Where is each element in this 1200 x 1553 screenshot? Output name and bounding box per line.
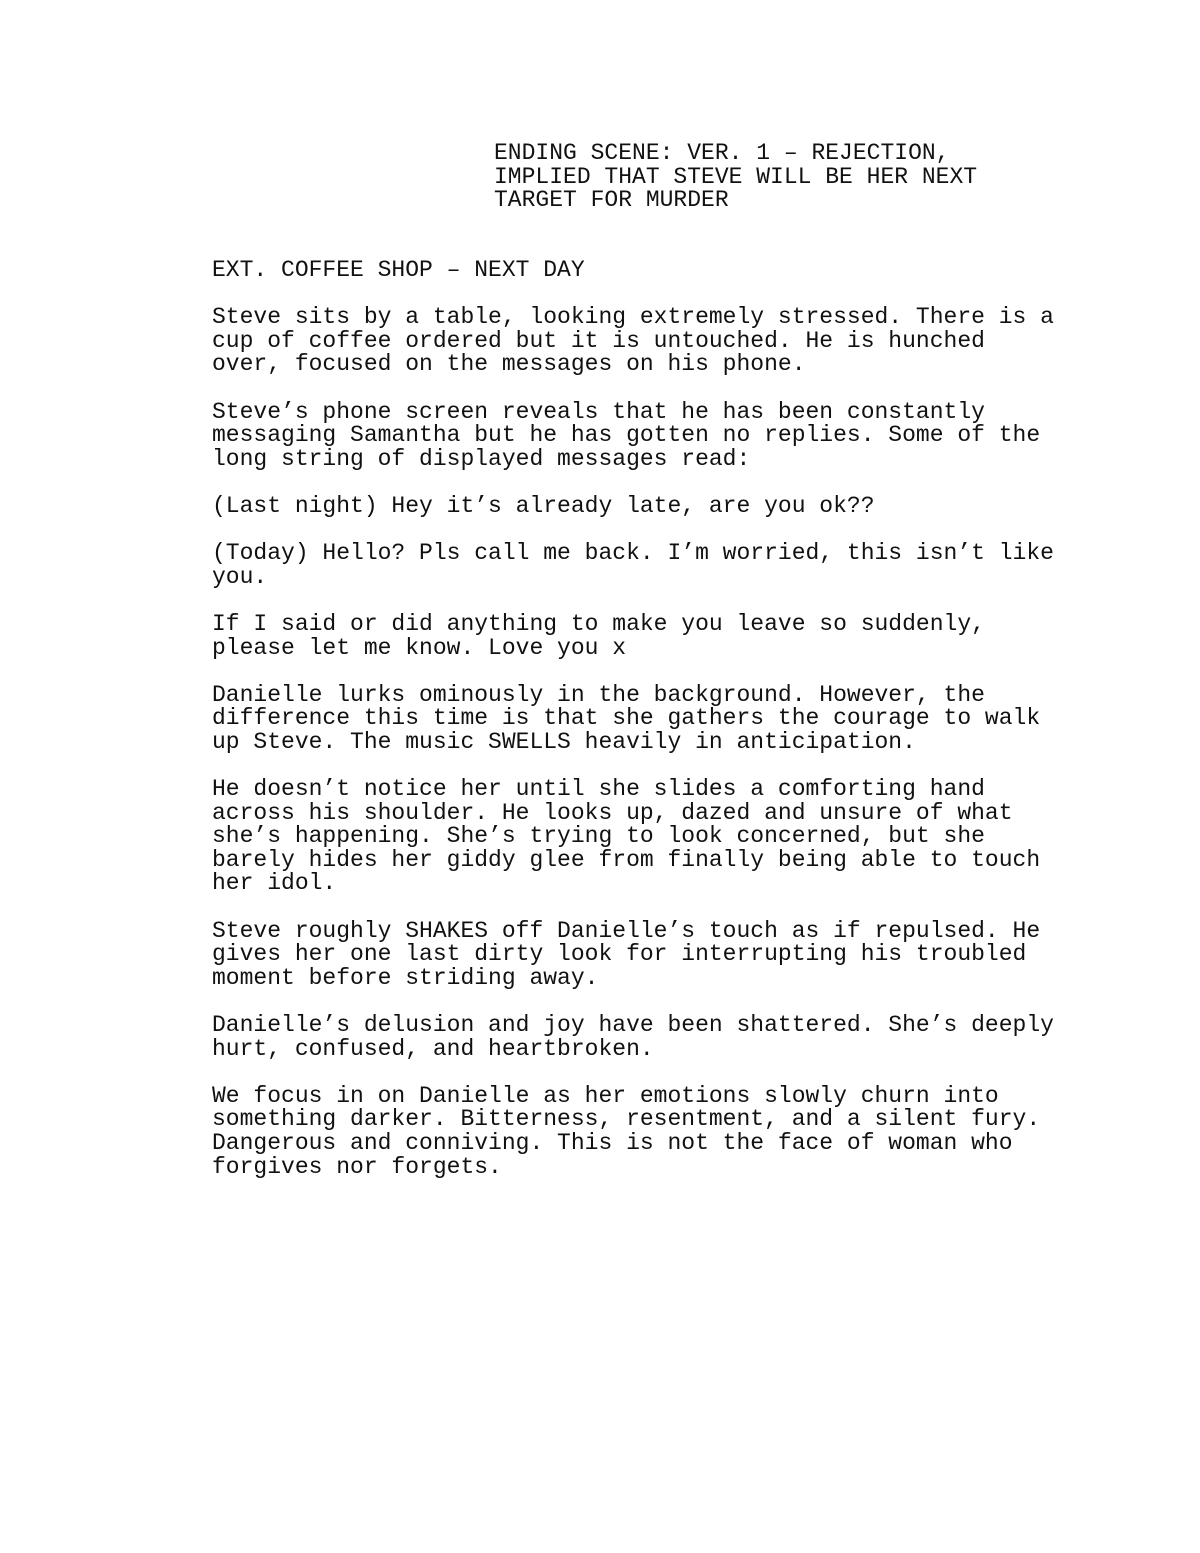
paragraph-line: Steve sits by a table, looking extremely stressed. There is a (212, 304, 1054, 331)
paragraph-line: messaging Samantha but he has gotten no replies. Some of the (212, 422, 1041, 449)
paragraph-line: she’s happening. She’s trying to look concerned, but she (212, 823, 985, 850)
slugline: EXT. COFFEE SHOP – NEXT DAY (212, 257, 585, 283)
action-paragraph (212, 1014, 1112, 1061)
paragraph-line: hurt, confused, and heartbroken. (212, 1035, 654, 1062)
action-paragraph (212, 1082, 1112, 1180)
paragraph-line: her idol. (212, 870, 337, 897)
paragraph-line: gives her one last dirty look for interrupting his troubled (212, 941, 1027, 968)
paragraph-line: over, focused on the messages on his phone. (212, 351, 806, 378)
paragraph-line: Steve’s phone screen reveals that he has been constantly (212, 398, 985, 425)
paragraph-line: Danielle’s delusion and joy have been shattered. She’s deeply (212, 1012, 1054, 1038)
paragraph-line: barely hides her giddy glee from finally being able to touch (212, 846, 1041, 873)
scene-heading-note (494, 142, 1054, 213)
paragraph-line: forgives nor forgets. (212, 1153, 502, 1180)
heading-line: IMPLIED THAT STEVE WILL BE HER NEXT (494, 163, 978, 190)
paragraph-line: Dangerous and conniving. This is not the face of woman who (212, 1129, 1013, 1156)
message-paragraph (212, 492, 1112, 519)
action-paragraph (212, 681, 1112, 755)
heading-line: ENDING SCENE: VER. 1 – REJECTION, (494, 140, 950, 166)
paragraph-line: you. (212, 563, 268, 590)
paragraph-line: up Steve. The music SWELLS heavily in anticipation. (212, 728, 916, 755)
message-paragraph (212, 610, 1112, 661)
paragraph-line: Steve roughly SHAKES off Danielle’s touch as if repulsed. He (212, 917, 1041, 944)
paragraph-line: across his shoulder. He looks up, dazed and unsure of what (212, 799, 1013, 826)
paragraph-line: moment before striding away. (212, 964, 599, 991)
action-paragraph (212, 398, 1112, 472)
paragraph-line: difference this time is that she gathers the courage to walk (212, 705, 1041, 732)
paragraph-line: Danielle lurks ominously in the background. However, the (212, 681, 985, 708)
heading-line: TARGET FOR MURDER (494, 187, 729, 214)
paragraph-line: please let me know. Love you x (212, 634, 627, 661)
action-paragraph (212, 917, 1112, 991)
paragraph-line: He doesn’t notice her until she slides a comforting hand (212, 776, 985, 803)
action-paragraph (212, 306, 1112, 377)
script-body (212, 259, 1112, 1203)
action-paragraph (212, 778, 1112, 896)
paragraph-line: (Last night) Hey it’s already late, are you ok?? (212, 492, 875, 519)
message-paragraph (212, 542, 1112, 589)
paragraph-line: (Today) Hello? Pls call me back. I’m worried, this isn’t like (212, 540, 1054, 567)
paragraph-line: something darker. Bitterness, resentment, and a silent fury. (212, 1106, 1041, 1133)
paragraph-line: long string of displayed messages read: (212, 445, 751, 472)
paragraph-line: If I said or did anything to make you leave so suddenly, (212, 610, 985, 637)
paragraph-line: cup of coffee ordered but it is untouched. He is hunched (212, 327, 985, 354)
paragraph-line: We focus in on Danielle as her emotions slowly churn into (212, 1082, 999, 1109)
